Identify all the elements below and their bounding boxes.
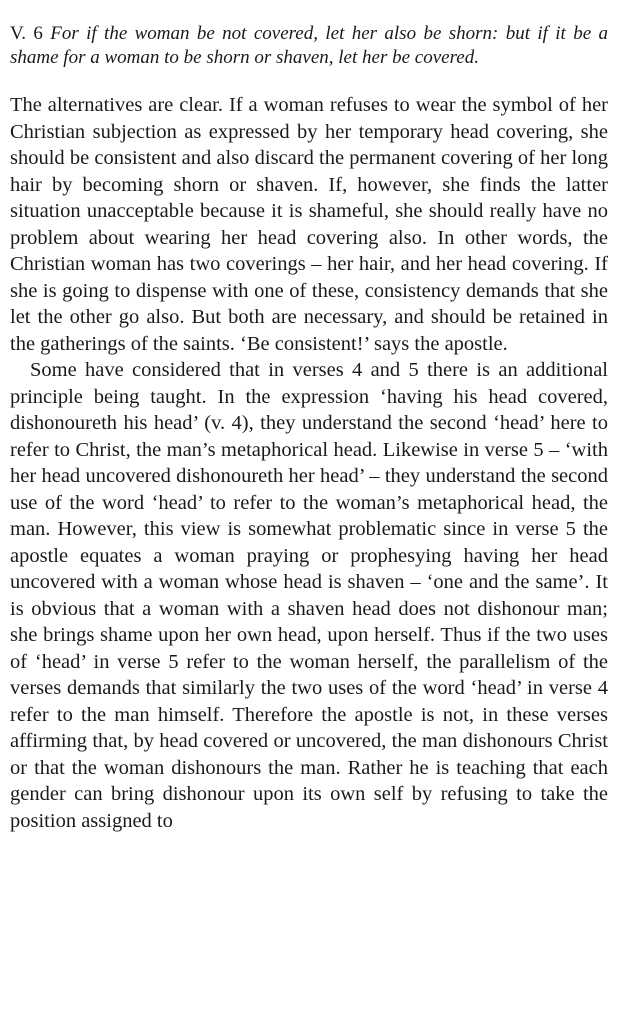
verse-text: For if the woman be not covered, let her also be shorn: but if it be a shame for a woman to be shorn or shaven, let her be covered. [10, 23, 608, 68]
commentary-paragraph-2: Some have considered that in verses 4 and 5 there is an additional principle being taught. In the expression ‘having his head covered, dishonoureth his head’ (v. 4), they understand the second ‘head’ here to refer to Christ, the man’s metaphorical head. Likewise in verse 5 – ‘with her head uncovered dishonoureth her head’ – they understand the second use of the word ‘head’ to refer to the woman’s metaphorical head, the man. However, this view is somewhat problematic since in verse 5 the apostle equates a woman praying or prophesying having her head uncovered with a woman whose head is shaven – ‘one and the same’. It is obvious that a woman with a shaven head does not dishonour man; she brings shame upon her own head, upon herself. Thus if the two uses of ‘head’ in verse 5 refer to the woman herself, the parallelism of the verses demands that similarly the two uses of the word ‘head’ in verse 4 refer to the man himself. Therefore the apostle is not, in these verses affirming that, by head covered or uncovered, the man dishonours Christ or that the woman dishonours the man. Rather he is teaching that each gender can bring dishonour upon its own self by refusing to take the position assigned to [10, 359, 608, 832]
verse-heading [10, 22, 608, 70]
commentary-paragraph-1: The alternatives are clear. If a woman refuses to wear the symbol of her Christian subjection as expressed by her temporary head covering, she should be consistent and also discard the permanent covering of her long hair by becoming shorn or shaven. If, however, she finds the latter situation unacceptable because it is shameful, she should really have no problem about wearing her head covering also. In other words, the Christian woman has two coverings – her hair, and her head covering. If she is going to dispense with one of these, consistency demands that she let the other go also. But both are necessary, and should be retained in the gatherings of the saints. ‘Be consistent!’ says the apostle. [10, 94, 608, 355]
verse-reference: V. 6 [10, 23, 43, 44]
